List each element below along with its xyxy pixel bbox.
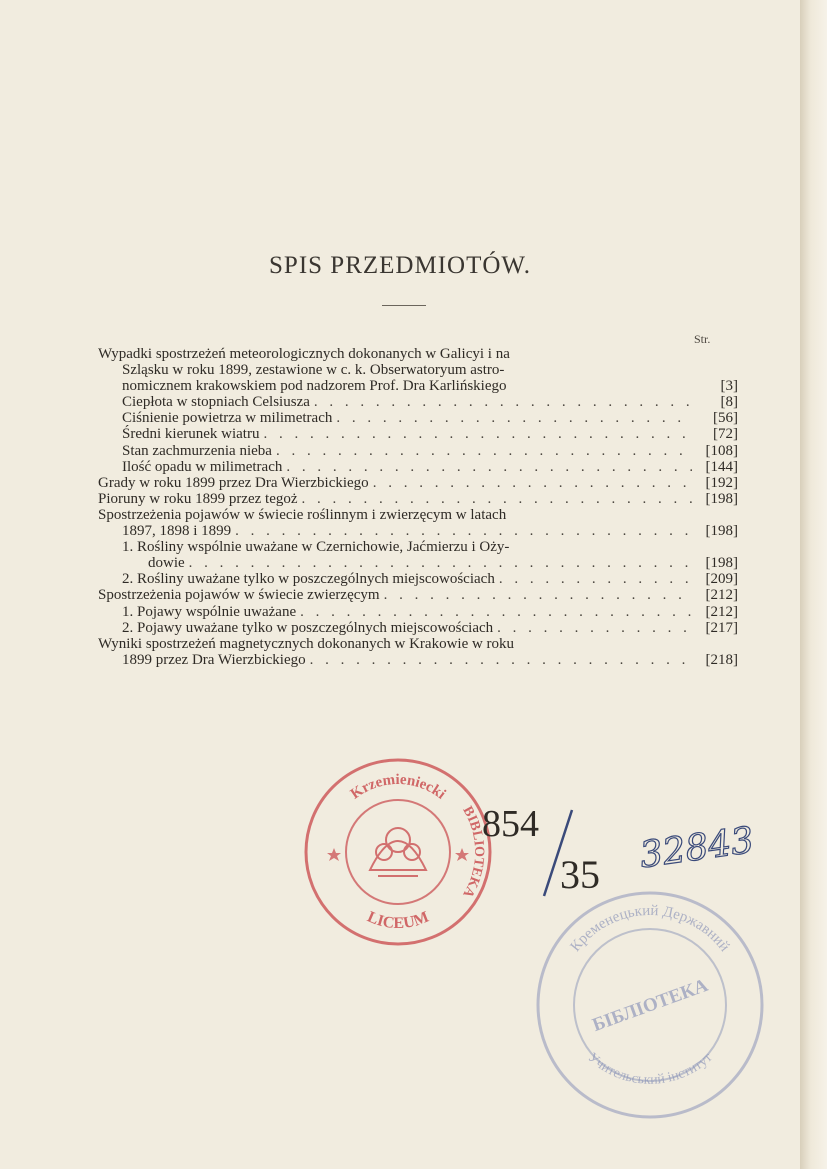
toc-entry-1-page: [3] (720, 378, 738, 395)
toc-entry-9-line-1: Spostrzeżenia pojawów w świecie roślinnym i zwierzęcym w latach (98, 506, 507, 523)
shelf-mark (480, 792, 770, 902)
red-stamp-bottom-text: LICEUM (364, 908, 432, 933)
blue-stamp-top-text: Кременецький Державний (567, 902, 733, 955)
toc-entry-4-text: Średni kierunek wiatru (122, 426, 260, 443)
red-stamp-right-text: BIBLIOTEKA (459, 804, 487, 900)
toc-entry-2-text: Ciepłota w stopniach Celsiusza (122, 394, 310, 411)
dot-leader (263, 426, 692, 442)
dot-leader (497, 620, 692, 636)
dot-leader (276, 443, 692, 459)
dot-leader (384, 587, 692, 603)
title-divider (382, 305, 426, 306)
toc-entry-8-text: Pioruny w roku 1899 przez tegoż (98, 490, 298, 507)
toc-entry-15-page: [218] (705, 651, 738, 668)
toc-entry-3 (98, 410, 738, 426)
star-icon (327, 848, 469, 861)
toc-entry-15-line-2: 1899 przez Dra Wierzbickiego (122, 651, 306, 668)
dot-leader (189, 555, 692, 571)
toc-entry-7-page: [192] (705, 474, 738, 491)
toc-entry-1 (98, 378, 738, 394)
toc-entry-6-text: Ilość opadu w milimetrach (122, 458, 283, 475)
toc-entry-10-line-1: 1. Rośliny wspólnie uważane w Czernichowie, Jaćmierzu i Oży- (122, 539, 510, 556)
toc-entry-9 (98, 523, 738, 539)
page-column-label: Str. (694, 332, 711, 346)
toc-entry-1-line-2: Szląsku w roku 1899, zestawione w c. k. Obserwatoryum astro- (122, 362, 505, 379)
blue-stamp-middle-text: БІБЛІОТЕКА (589, 974, 711, 1037)
toc-entry-11 (98, 571, 738, 587)
toc-entry-14 (98, 620, 738, 636)
toc-entry-12 (98, 587, 738, 603)
toc-entry-4-page: [72] (713, 426, 738, 443)
toc-entry-5 (98, 443, 738, 459)
dot-leader (286, 459, 692, 475)
dot-leader (235, 523, 692, 539)
shelf-number-top: 854 (482, 803, 539, 845)
toc-entry-12-page: [212] (705, 587, 738, 604)
dot-leader (336, 410, 692, 426)
toc-entry-6 (98, 459, 738, 475)
toc-entry-5-text: Stan zachmurzenia nieba (122, 442, 272, 459)
library-stamp-red (298, 752, 498, 952)
toc-entry-7-text: Grady w roku 1899 przez Dra Wierzbickiego (98, 474, 369, 491)
shelf-number-bottom: 35 (560, 852, 600, 897)
toc-entry-2-page: [8] (720, 394, 738, 411)
toc-entry-13 (98, 604, 738, 620)
toc-entry-7 (98, 475, 738, 491)
page-edge (800, 0, 827, 1169)
toc-entry-8 (98, 491, 738, 507)
dot-leader (310, 652, 692, 668)
toc-entry-8-page: [198] (705, 490, 738, 507)
dot-leader (373, 475, 692, 491)
toc-entry-15-line-1: Wyniki spostrzeżeń magnetycznych dokonanych w Krakowie w roku (98, 635, 515, 652)
toc-entry-14-text: 2. Pojawy uważane tylko w poszczególnych miejscowościach (122, 619, 494, 636)
dot-leader (302, 491, 692, 507)
dot-leader (314, 394, 692, 410)
dot-leader (499, 571, 692, 587)
toc-entry-3-text: Ciśnienie powietrza w milimetrach (122, 410, 333, 427)
toc-entry-13-page: [212] (705, 603, 738, 620)
toc-entry-6-page: [144] (705, 458, 738, 475)
toc-entry-10 (98, 555, 738, 571)
toc-entry-10-line-2: dowie (148, 555, 185, 572)
toc-entry-15 (98, 652, 738, 668)
toc-entry-5-page: [108] (705, 442, 738, 459)
toc-entry-10-page: [198] (705, 555, 738, 572)
toc-entry-1-line-1: Wypadki spostrzeżeń meteorologicznych dokonanych w Galicyi i na (98, 346, 510, 362)
emblem-icon (370, 828, 426, 876)
toc-entry-14-page: [217] (705, 619, 738, 636)
toc-entry-11-text: 2. Rośliny uważane tylko w poszczególnych miejscowościach (122, 571, 495, 588)
toc-entry-1-line-3: nomicznem krakowskiem pod nadzorem Prof. Dra Karlińskiego (122, 378, 507, 395)
toc-entry-11-page: [209] (705, 571, 738, 588)
library-stamp-blue (530, 885, 770, 1125)
page-title: SPIS PRZEDMIOTÓW. (269, 252, 531, 279)
blue-stamp-bottom-text: Учительський інститут (584, 1050, 716, 1088)
toc-entry-9-page: [198] (705, 523, 738, 540)
toc-entry-4 (98, 426, 738, 442)
toc-entry-13-text: 1. Pojawy wspólnie uważane (122, 603, 297, 620)
red-stamp-top-text: Krzemieniecki (347, 771, 449, 803)
toc-entry-12-text: Spostrzeżenia pojawów w świecie zwierzęcym (98, 587, 380, 604)
handwritten-number: 32843 (637, 819, 757, 877)
dot-leader (300, 604, 692, 620)
toc-entry-2 (98, 394, 738, 410)
toc-entry-3-page: [56] (713, 410, 738, 427)
toc-entry-9-line-2: 1897, 1898 i 1899 (122, 523, 232, 540)
table-of-contents (98, 346, 738, 668)
